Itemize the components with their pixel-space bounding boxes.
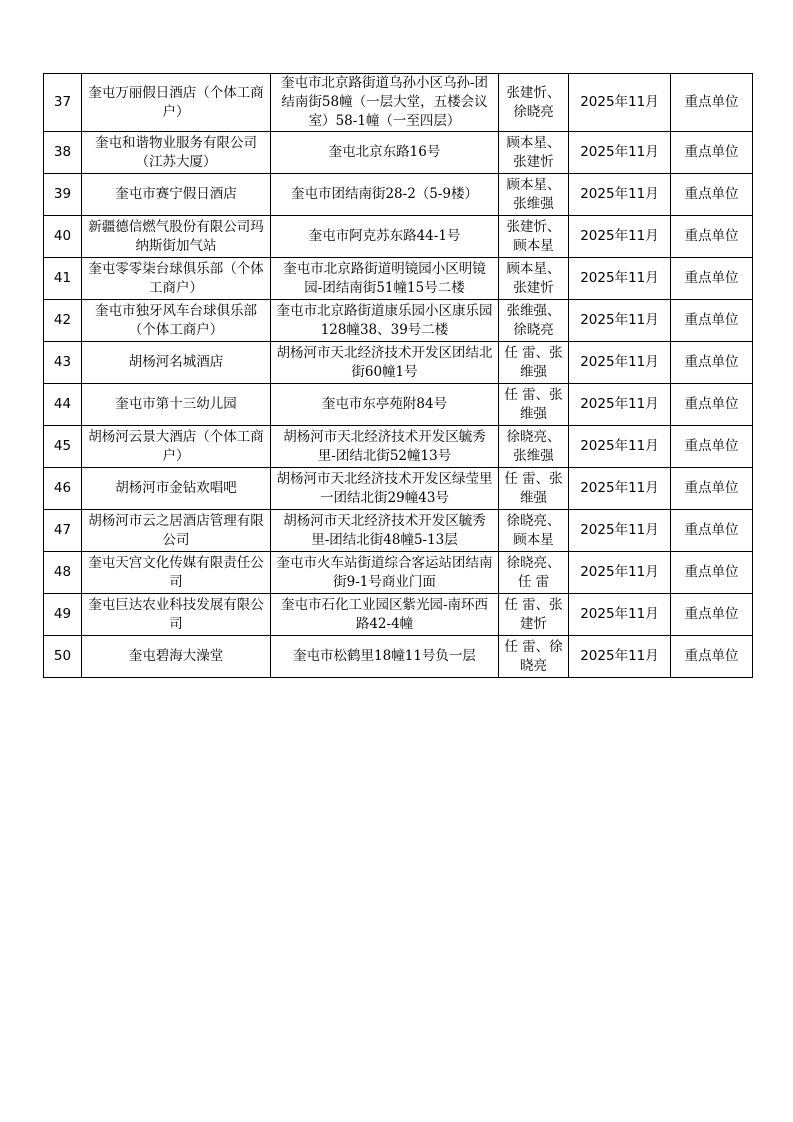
unit-address: 奎屯市火车站街道综合客运站团结南街9-1号商业门面 [271, 552, 499, 594]
row-number: 49 [44, 594, 82, 636]
unit-address: 奎屯市北京路街道康乐园小区康乐园128幢38、39号二楼 [271, 300, 499, 342]
unit-name: 胡杨河市云之居酒店管理有限公司 [82, 510, 271, 552]
table-row [44, 258, 753, 300]
row-number: 45 [44, 426, 82, 468]
unit-category: 重点单位 [671, 384, 753, 426]
unit-name: 奎屯天宫文化传媒有限责任公司 [82, 552, 271, 594]
inspection-month: 2025年11月 [569, 384, 671, 426]
table-row [44, 468, 753, 510]
unit-category: 重点单位 [671, 510, 753, 552]
inspection-month: 2025年11月 [569, 132, 671, 174]
document-page [43, 73, 753, 678]
inspection-month: 2025年11月 [569, 594, 671, 636]
inspection-table [43, 73, 753, 678]
unit-address: 胡杨河市天北经济技术开发区毓秀里-团结北街52幢13号 [271, 426, 499, 468]
inspectors: 徐晓亮、顾本星 [499, 510, 569, 552]
unit-name: 奎屯万丽假日酒店（个体工商户） [82, 74, 271, 132]
unit-category: 重点单位 [671, 132, 753, 174]
inspection-month: 2025年11月 [569, 552, 671, 594]
unit-address: 奎屯市松鹤里18幢11号负一层 [271, 636, 499, 678]
table-row [44, 552, 753, 594]
table-row [44, 74, 753, 132]
inspection-month: 2025年11月 [569, 74, 671, 132]
unit-category: 重点单位 [671, 258, 753, 300]
unit-name: 奎屯市第十三幼儿园 [82, 384, 271, 426]
unit-name: 胡杨河云景大酒店（个体工商户） [82, 426, 271, 468]
inspection-month: 2025年11月 [569, 174, 671, 216]
unit-category: 重点单位 [671, 342, 753, 384]
unit-address: 奎屯市北京路街道明镜园小区明镜园-团结南街51幢15号二楼 [271, 258, 499, 300]
inspectors: 顾本星、张建忻 [499, 258, 569, 300]
unit-address: 奎屯市北京路街道乌孙小区乌孙-团结南街58幢（一层大堂，五楼会议室）58-1幢（一至四层） [271, 74, 499, 132]
unit-name: 胡杨河市金钻欢唱吧 [82, 468, 271, 510]
row-number: 44 [44, 384, 82, 426]
unit-category: 重点单位 [671, 636, 753, 678]
table-row [44, 636, 753, 678]
unit-address: 奎屯市团结南街28-2（5-9楼） [271, 174, 499, 216]
row-number: 48 [44, 552, 82, 594]
table-row [44, 174, 753, 216]
inspectors: 张维强、徐晓亮 [499, 300, 569, 342]
inspection-month: 2025年11月 [569, 216, 671, 258]
unit-address: 奎屯市阿克苏东路44-1号 [271, 216, 499, 258]
unit-name: 新疆德信燃气股份有限公司玛纳斯街加气站 [82, 216, 271, 258]
unit-name: 奎屯市独牙风车台球俱乐部（个体工商户） [82, 300, 271, 342]
unit-name: 奎屯零零柒台球俱乐部（个体工商户） [82, 258, 271, 300]
row-number: 43 [44, 342, 82, 384]
inspection-month: 2025年11月 [569, 258, 671, 300]
unit-address: 奎屯北京东路16号 [271, 132, 499, 174]
row-number: 50 [44, 636, 82, 678]
inspectors: 徐晓亮、张维强 [499, 426, 569, 468]
inspectors: 任 雷、徐晓亮 [499, 636, 569, 678]
table-row [44, 132, 753, 174]
table-row [44, 510, 753, 552]
row-number: 40 [44, 216, 82, 258]
table-row [44, 342, 753, 384]
inspectors: 任 雷、张维强 [499, 468, 569, 510]
row-number: 46 [44, 468, 82, 510]
inspection-month: 2025年11月 [569, 342, 671, 384]
unit-name: 奎屯巨达农业科技发展有限公司 [82, 594, 271, 636]
inspectors: 任 雷、张建忻 [499, 594, 569, 636]
inspectors: 顾本星、张维强 [499, 174, 569, 216]
row-number: 37 [44, 74, 82, 132]
unit-category: 重点单位 [671, 426, 753, 468]
table-row [44, 426, 753, 468]
table-row [44, 594, 753, 636]
unit-category: 重点单位 [671, 74, 753, 132]
inspection-month: 2025年11月 [569, 300, 671, 342]
unit-category: 重点单位 [671, 552, 753, 594]
row-number: 47 [44, 510, 82, 552]
table-row [44, 216, 753, 258]
inspectors: 顾本星、张建忻 [499, 132, 569, 174]
unit-address: 奎屯市石化工业园区紫光园-南环西路42-4幢 [271, 594, 499, 636]
inspectors: 张建忻、徐晓亮 [499, 74, 569, 132]
unit-address: 胡杨河市天北经济技术开发区毓秀里-团结北街48幢5-13层 [271, 510, 499, 552]
unit-category: 重点单位 [671, 594, 753, 636]
unit-address: 胡杨河市天北经济技术开发区绿莹里一团结北街29幢43号 [271, 468, 499, 510]
inspectors: 张建忻、顾本星 [499, 216, 569, 258]
unit-category: 重点单位 [671, 174, 753, 216]
inspection-month: 2025年11月 [569, 468, 671, 510]
row-number: 38 [44, 132, 82, 174]
unit-name: 奎屯碧海大澡堂 [82, 636, 271, 678]
unit-category: 重点单位 [671, 300, 753, 342]
row-number: 39 [44, 174, 82, 216]
row-number: 41 [44, 258, 82, 300]
inspectors: 任 雷、张维强 [499, 384, 569, 426]
unit-name: 奎屯市赛宁假日酒店 [82, 174, 271, 216]
inspection-month: 2025年11月 [569, 636, 671, 678]
unit-category: 重点单位 [671, 468, 753, 510]
inspection-month: 2025年11月 [569, 426, 671, 468]
unit-address: 胡杨河市天北经济技术开发区团结北街60幢1号 [271, 342, 499, 384]
inspectors: 徐晓亮、任 雷 [499, 552, 569, 594]
unit-category: 重点单位 [671, 216, 753, 258]
row-number: 42 [44, 300, 82, 342]
table-row [44, 300, 753, 342]
unit-name: 胡杨河名城酒店 [82, 342, 271, 384]
inspectors: 任 雷、张维强 [499, 342, 569, 384]
unit-name: 奎屯和谐物业服务有限公司（江苏大厦） [82, 132, 271, 174]
unit-address: 奎屯市东亭苑附84号 [271, 384, 499, 426]
table-row [44, 384, 753, 426]
inspection-month: 2025年11月 [569, 510, 671, 552]
